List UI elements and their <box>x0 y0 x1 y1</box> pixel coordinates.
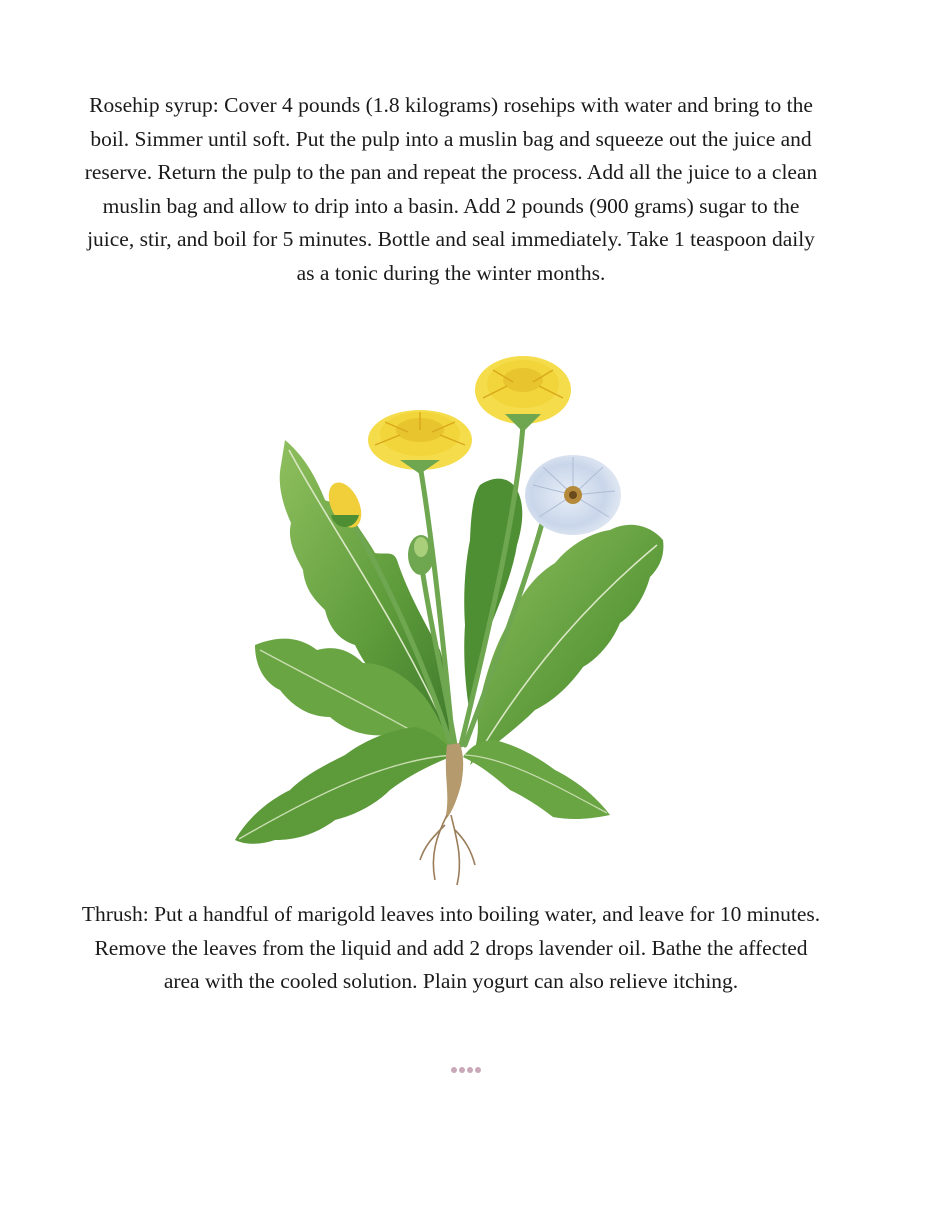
leaf-right-lower <box>463 740 610 819</box>
ornament-dot <box>451 1067 457 1073</box>
ornament-dot <box>475 1067 481 1073</box>
section-break-dots-icon <box>0 1067 932 1073</box>
dandelion-flower-top <box>475 356 571 432</box>
dandelion-flower-left <box>368 410 472 474</box>
thrush-remedy-paragraph: Thrush: Put a handful of marigold leaves into boiling water, and leave for 10 minutes. Remove the leaves from the liquid and add 2 drops lavender oil. Bathe the affected area with the cooled solution. Plain yogurt can also relieve itching. <box>81 902 821 994</box>
rosehip-syrup-paragraph: Rosehip syrup: Cover 4 pounds (1.8 kilograms) rosehips with water and bring to the boil. Simmer until soft. Put the pulp into a muslin bag and squeeze out the juice and reserve. Return the pulp to the pan and repeat the process. Add all the juice to a clean muslin bag and allow to drip into a basin. Add 2 pounds (900 grams) sugar to the juice, stir, and boil for 5 minutes. Bottle and seal immediately. Take 1 teaspoon daily as a tonic during the winter months. <box>84 93 818 285</box>
ornament-dot <box>467 1067 473 1073</box>
dandelion-bud-center <box>408 535 434 575</box>
dandelion-seedhead <box>525 455 621 535</box>
ornament-dot <box>459 1067 465 1073</box>
leaf-left-lower <box>235 727 455 844</box>
dandelion-illustration <box>225 345 675 890</box>
